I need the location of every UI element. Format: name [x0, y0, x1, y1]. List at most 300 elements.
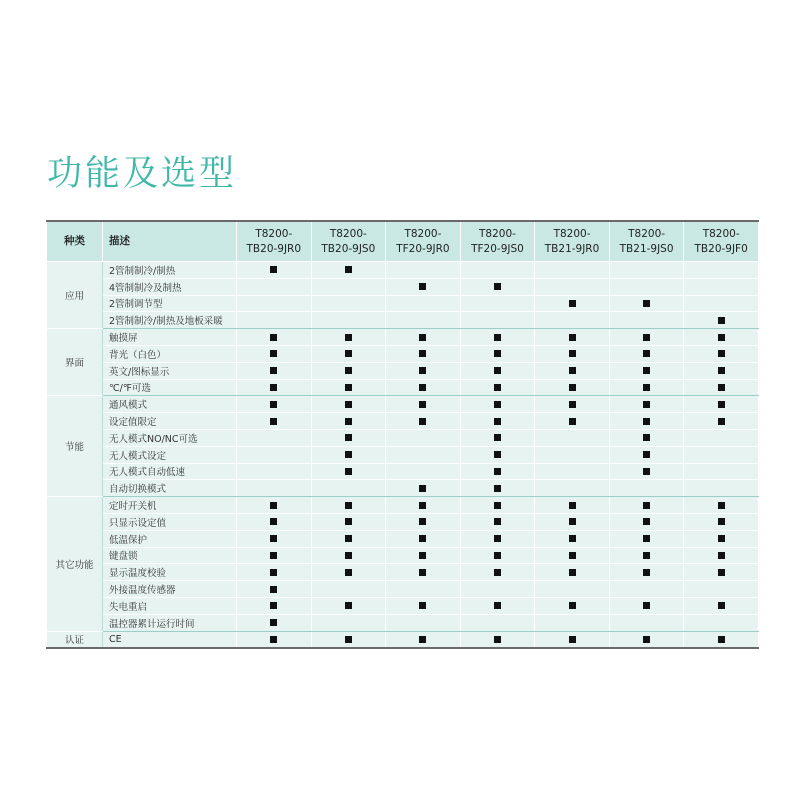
model-cell: [609, 581, 684, 598]
model-cell: [311, 345, 386, 362]
check-mark-icon: [494, 367, 501, 374]
check-mark-icon: [270, 418, 277, 425]
model-line1: T8200-: [702, 227, 740, 240]
model-cell: [311, 513, 386, 530]
model-cell: [609, 547, 684, 564]
model-line2: TF20-9JS0: [471, 242, 524, 255]
model-cell: [684, 295, 759, 312]
category-cell: 其它功能: [47, 497, 103, 631]
category-cell: 节能: [47, 396, 103, 497]
table-row: [47, 547, 759, 564]
check-mark-icon: [718, 384, 725, 391]
model-cell: [609, 597, 684, 614]
model-cell: [609, 530, 684, 547]
check-mark-icon: [270, 384, 277, 391]
check-mark-icon: [270, 552, 277, 559]
model-cell: [311, 413, 386, 430]
check-mark-icon: [718, 350, 725, 357]
model-cell: [684, 345, 759, 362]
check-mark-icon: [718, 636, 725, 643]
model-cell: [237, 631, 312, 648]
model-cell: [237, 262, 312, 279]
model-cell: [386, 631, 461, 648]
check-mark-icon: [494, 434, 501, 441]
model-cell: [311, 312, 386, 329]
model-cell: [311, 278, 386, 295]
check-mark-icon: [718, 367, 725, 374]
table-row: [47, 597, 759, 614]
check-mark-icon: [494, 569, 501, 576]
model-cell: [237, 547, 312, 564]
check-mark-icon: [643, 350, 650, 357]
check-mark-icon: [270, 350, 277, 357]
check-mark-icon: [345, 535, 352, 542]
model-line2: TB20-9JR0: [246, 242, 302, 255]
check-mark-icon: [345, 384, 352, 391]
check-mark-icon: [270, 636, 277, 643]
check-mark-icon: [419, 401, 426, 408]
header-category: 种类: [47, 221, 103, 262]
description-cell: 通风模式: [103, 396, 237, 413]
model-cell: [386, 429, 461, 446]
description-cell: 自动切换模式: [103, 480, 237, 497]
description-cell: 显示温度校验: [103, 564, 237, 581]
check-mark-icon: [270, 602, 277, 609]
check-mark-icon: [345, 367, 352, 374]
check-mark-icon: [419, 384, 426, 391]
model-cell: [684, 312, 759, 329]
check-mark-icon: [419, 636, 426, 643]
model-cell: [237, 278, 312, 295]
description-cell: 英文/图标显示: [103, 362, 237, 379]
model-cell: [386, 513, 461, 530]
table-row: [47, 581, 759, 598]
check-mark-icon: [345, 636, 352, 643]
check-mark-icon: [718, 502, 725, 509]
check-mark-icon: [345, 334, 352, 341]
check-mark-icon: [569, 350, 576, 357]
check-mark-icon: [270, 367, 277, 374]
model-cell: [237, 413, 312, 430]
check-mark-icon: [643, 367, 650, 374]
category-cell: 应用: [47, 262, 103, 329]
check-mark-icon: [569, 401, 576, 408]
model-cell: [684, 362, 759, 379]
check-mark-icon: [419, 283, 426, 290]
model-cell: [460, 547, 535, 564]
model-cell: [535, 446, 610, 463]
description-cell: 2管制调节型: [103, 295, 237, 312]
model-cell: [311, 396, 386, 413]
table-row: [47, 295, 759, 312]
check-mark-icon: [643, 535, 650, 542]
check-mark-icon: [494, 401, 501, 408]
check-mark-icon: [494, 283, 501, 290]
description-cell: 设定值限定: [103, 413, 237, 430]
model-cell: [386, 278, 461, 295]
header-model: [535, 221, 610, 262]
model-cell: [386, 262, 461, 279]
model-cell: [460, 429, 535, 446]
check-mark-icon: [494, 468, 501, 475]
model-cell: [684, 278, 759, 295]
model-cell: [684, 396, 759, 413]
check-mark-icon: [494, 350, 501, 357]
model-cell: [684, 446, 759, 463]
model-cell: [386, 295, 461, 312]
table-row: [47, 312, 759, 329]
model-cell: [684, 262, 759, 279]
check-mark-icon: [419, 518, 426, 525]
check-mark-icon: [718, 569, 725, 576]
check-mark-icon: [345, 266, 352, 273]
model-cell: [237, 345, 312, 362]
model-cell: [684, 480, 759, 497]
model-cell: [684, 413, 759, 430]
model-cell: [684, 581, 759, 598]
model-cell: [237, 362, 312, 379]
model-cell: [684, 429, 759, 446]
model-cell: [609, 312, 684, 329]
model-cell: [684, 379, 759, 396]
model-cell: [535, 463, 610, 480]
model-cell: [460, 614, 535, 631]
model-line1: T8200-: [255, 227, 293, 240]
model-cell: [609, 463, 684, 480]
model-cell: [609, 446, 684, 463]
check-mark-icon: [270, 586, 277, 593]
description-cell: 定时开关机: [103, 497, 237, 514]
table-row: [47, 530, 759, 547]
model-cell: [386, 530, 461, 547]
feature-selection-table: [46, 220, 759, 649]
model-cell: [311, 295, 386, 312]
description-cell: 只显示设定值: [103, 513, 237, 530]
model-cell: [311, 581, 386, 598]
model-cell: [311, 547, 386, 564]
table-row: [47, 396, 759, 413]
model-cell: [237, 446, 312, 463]
model-cell: [535, 379, 610, 396]
model-cell: [609, 262, 684, 279]
model-cell: [237, 530, 312, 547]
check-mark-icon: [643, 518, 650, 525]
model-cell: [535, 530, 610, 547]
model-cell: [609, 295, 684, 312]
model-line2: TB21-9JS0: [619, 242, 674, 255]
model-cell: [609, 329, 684, 346]
description-cell: 2管制制冷/制热: [103, 262, 237, 279]
check-mark-icon: [270, 266, 277, 273]
check-mark-icon: [270, 569, 277, 576]
model-cell: [535, 396, 610, 413]
model-cell: [386, 480, 461, 497]
model-cell: [386, 362, 461, 379]
model-cell: [386, 379, 461, 396]
check-mark-icon: [569, 535, 576, 542]
model-cell: [684, 614, 759, 631]
check-mark-icon: [419, 350, 426, 357]
check-mark-icon: [643, 602, 650, 609]
check-mark-icon: [419, 552, 426, 559]
model-cell: [237, 564, 312, 581]
description-cell: 温控器累计运行时间: [103, 614, 237, 631]
model-cell: [460, 564, 535, 581]
model-cell: [386, 547, 461, 564]
table-row: [47, 497, 759, 514]
check-mark-icon: [643, 451, 650, 458]
model-cell: [535, 329, 610, 346]
check-mark-icon: [718, 602, 725, 609]
check-mark-icon: [494, 451, 501, 458]
check-mark-icon: [345, 451, 352, 458]
model-cell: [460, 396, 535, 413]
model-cell: [460, 413, 535, 430]
model-cell: [460, 379, 535, 396]
model-cell: [535, 564, 610, 581]
description-cell: CE: [103, 631, 237, 648]
model-cell: [535, 278, 610, 295]
model-line2: TB20-9JF0: [694, 242, 748, 255]
check-mark-icon: [494, 502, 501, 509]
category-cell: 界面: [47, 329, 103, 396]
check-mark-icon: [569, 418, 576, 425]
table-row: [47, 446, 759, 463]
check-mark-icon: [494, 518, 501, 525]
model-cell: [535, 295, 610, 312]
model-cell: [609, 362, 684, 379]
check-mark-icon: [569, 502, 576, 509]
check-mark-icon: [419, 602, 426, 609]
table-row: [47, 564, 759, 581]
model-cell: [460, 312, 535, 329]
model-cell: [386, 581, 461, 598]
model-cell: [311, 362, 386, 379]
model-cell: [237, 379, 312, 396]
check-mark-icon: [419, 502, 426, 509]
model-cell: [535, 497, 610, 514]
header-model: [684, 221, 759, 262]
model-cell: [684, 513, 759, 530]
model-cell: [311, 329, 386, 346]
header-row: [47, 221, 759, 262]
model-cell: [535, 597, 610, 614]
header-model: [609, 221, 684, 262]
model-cell: [311, 480, 386, 497]
table-row: [47, 413, 759, 430]
model-cell: [386, 345, 461, 362]
check-mark-icon: [643, 418, 650, 425]
model-cell: [386, 564, 461, 581]
model-cell: [535, 413, 610, 430]
model-cell: [535, 631, 610, 648]
model-cell: [460, 295, 535, 312]
check-mark-icon: [419, 367, 426, 374]
model-cell: [311, 530, 386, 547]
check-mark-icon: [643, 502, 650, 509]
header-model: [460, 221, 535, 262]
model-line1: T8200-: [404, 227, 442, 240]
model-cell: [609, 631, 684, 648]
check-mark-icon: [494, 535, 501, 542]
model-cell: [535, 513, 610, 530]
check-mark-icon: [494, 552, 501, 559]
model-cell: [237, 429, 312, 446]
description-cell: 失电重启: [103, 597, 237, 614]
check-mark-icon: [718, 535, 725, 542]
check-mark-icon: [718, 418, 725, 425]
check-mark-icon: [569, 384, 576, 391]
model-cell: [311, 497, 386, 514]
check-mark-icon: [494, 384, 501, 391]
table-row: [47, 513, 759, 530]
model-cell: [535, 312, 610, 329]
model-cell: [684, 597, 759, 614]
model-cell: [609, 497, 684, 514]
model-cell: [311, 379, 386, 396]
model-cell: [386, 329, 461, 346]
model-cell: [460, 513, 535, 530]
model-cell: [609, 513, 684, 530]
table-body: [47, 262, 759, 649]
table-row: [47, 262, 759, 279]
description-cell: 背光（白色）: [103, 345, 237, 362]
model-cell: [311, 446, 386, 463]
model-cell: [237, 329, 312, 346]
model-cell: [386, 614, 461, 631]
header-model: [311, 221, 386, 262]
check-mark-icon: [718, 401, 725, 408]
model-cell: [311, 429, 386, 446]
model-cell: [535, 614, 610, 631]
model-cell: [684, 631, 759, 648]
check-mark-icon: [345, 418, 352, 425]
check-mark-icon: [569, 569, 576, 576]
check-mark-icon: [718, 317, 725, 324]
check-mark-icon: [494, 485, 501, 492]
model-cell: [386, 396, 461, 413]
model-cell: [535, 480, 610, 497]
model-cell: [460, 345, 535, 362]
check-mark-icon: [569, 367, 576, 374]
model-cell: [237, 480, 312, 497]
check-mark-icon: [569, 602, 576, 609]
check-mark-icon: [494, 418, 501, 425]
check-mark-icon: [643, 552, 650, 559]
check-mark-icon: [569, 334, 576, 341]
model-cell: [237, 396, 312, 413]
model-cell: [237, 513, 312, 530]
check-mark-icon: [718, 334, 725, 341]
model-line2: TB20-9JS0: [321, 242, 376, 255]
table-row: [47, 278, 759, 295]
check-mark-icon: [345, 502, 352, 509]
model-cell: [609, 614, 684, 631]
check-mark-icon: [643, 401, 650, 408]
check-mark-icon: [494, 334, 501, 341]
check-mark-icon: [345, 602, 352, 609]
model-cell: [460, 329, 535, 346]
model-cell: [684, 463, 759, 480]
table-row: [47, 329, 759, 346]
model-cell: [311, 564, 386, 581]
check-mark-icon: [643, 569, 650, 576]
table-row: [47, 614, 759, 631]
category-cell: 认证: [47, 631, 103, 648]
model-cell: [311, 262, 386, 279]
model-line1: T8200-: [329, 227, 367, 240]
check-mark-icon: [270, 334, 277, 341]
description-cell: 外接温度传感器: [103, 581, 237, 598]
model-cell: [535, 262, 610, 279]
check-mark-icon: [643, 334, 650, 341]
check-mark-icon: [643, 434, 650, 441]
table-row: [47, 379, 759, 396]
model-cell: [386, 463, 461, 480]
header-model: [237, 221, 312, 262]
model-cell: [237, 295, 312, 312]
model-line2: TF20-9JR0: [396, 242, 450, 255]
model-cell: [684, 329, 759, 346]
model-cell: [460, 631, 535, 648]
check-mark-icon: [494, 636, 501, 643]
model-cell: [237, 497, 312, 514]
check-mark-icon: [345, 569, 352, 576]
check-mark-icon: [270, 502, 277, 509]
model-cell: [237, 581, 312, 598]
model-cell: [609, 345, 684, 362]
model-cell: [460, 530, 535, 547]
model-line2: TB21-9JR0: [544, 242, 600, 255]
check-mark-icon: [270, 535, 277, 542]
table-row: [47, 429, 759, 446]
model-cell: [237, 614, 312, 631]
model-cell: [535, 345, 610, 362]
check-mark-icon: [569, 636, 576, 643]
model-cell: [311, 614, 386, 631]
model-cell: [460, 262, 535, 279]
check-mark-icon: [345, 350, 352, 357]
table-row: [47, 480, 759, 497]
table-row: [47, 362, 759, 379]
model-cell: [609, 278, 684, 295]
header-description: 描述: [103, 221, 237, 262]
check-mark-icon: [345, 518, 352, 525]
description-cell: 无人模式自动低速: [103, 463, 237, 480]
description-cell: 键盘锁: [103, 547, 237, 564]
model-cell: [460, 497, 535, 514]
model-cell: [311, 631, 386, 648]
check-mark-icon: [345, 552, 352, 559]
table-row: [47, 463, 759, 480]
description-cell: 2管制制冷/制热及地板采暖: [103, 312, 237, 329]
model-cell: [609, 480, 684, 497]
check-mark-icon: [643, 300, 650, 307]
header-model: [386, 221, 461, 262]
model-cell: [609, 413, 684, 430]
table-row: [47, 345, 759, 362]
model-cell: [460, 597, 535, 614]
model-cell: [237, 597, 312, 614]
check-mark-icon: [643, 636, 650, 643]
description-cell: 无人模式设定: [103, 446, 237, 463]
check-mark-icon: [643, 468, 650, 475]
model-cell: [386, 497, 461, 514]
check-mark-icon: [345, 401, 352, 408]
model-cell: [386, 312, 461, 329]
model-cell: [460, 446, 535, 463]
model-cell: [460, 480, 535, 497]
